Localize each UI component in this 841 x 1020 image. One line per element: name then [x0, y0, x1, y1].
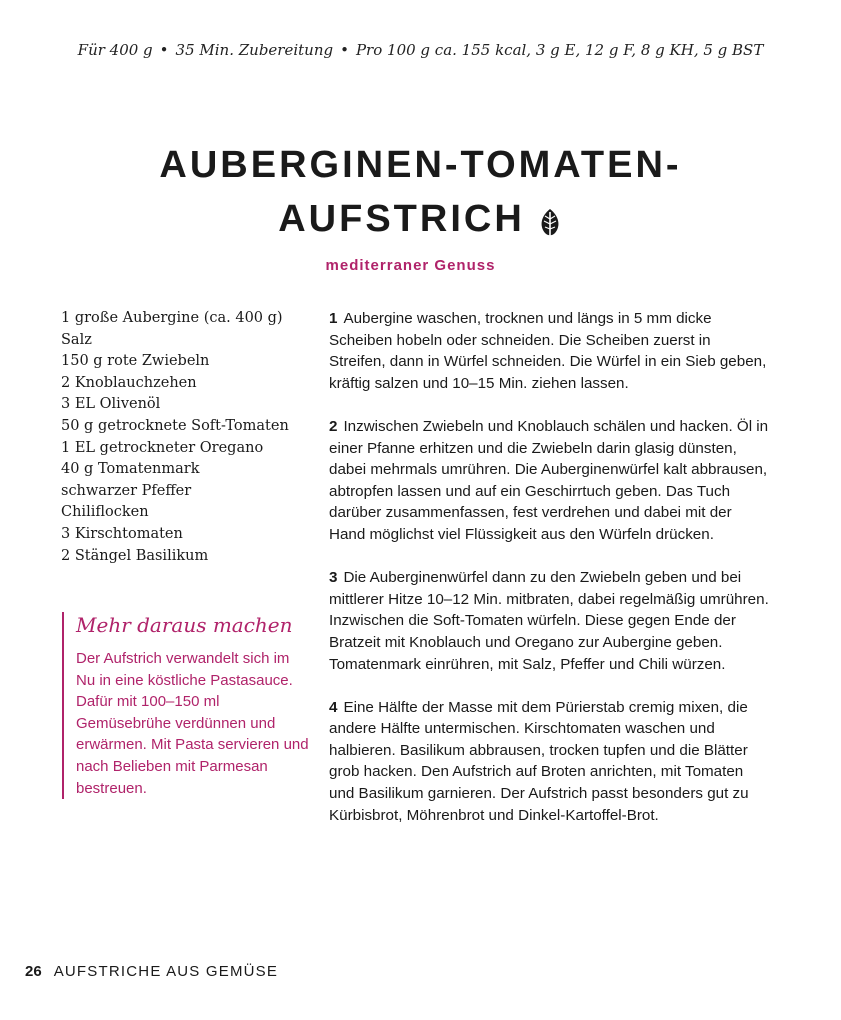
step-item: [329, 308, 769, 394]
step-item: [329, 416, 769, 546]
recipe-meta: [0, 41, 841, 59]
step-text: Inzwischen Zwiebeln und Knoblauch schälen und hacken. Öl in einer Pfanne erhitzen und die Zwiebeln darin glasig dünsten, dabei mehrmals umrühren. Die Auberginenwürfel kalt abbrausen, abtropfen lassen und auf ein Geschirrtuch geben. Das Tuch darüber zusammenfassen, fest verdrehen und dabei mit der Hand möglichst viel Flüssigkeit aus den Würfeln drücken.: [329, 417, 769, 543]
ingredient-item: 150 g rote Zwiebeln: [61, 353, 210, 370]
step-number: 4: [329, 698, 338, 716]
prep-time: 35 Min. Zubereitung: [175, 41, 334, 59]
recipe-title: [0, 138, 841, 246]
ingredient-item: 2 Knoblauchzehen: [61, 374, 197, 391]
nutrition-info: Pro 100 g ca. 155 kcal, 3 g E, 12 g F, 8 g KH, 5 g BST: [355, 41, 764, 59]
step-text: Aubergine waschen, trocknen und längs in 5 mm dicke Scheiben hobeln oder schneiden. Die Scheiben zuerst in Streifen, dann in Würfel schneiden. Die Würfel in ein Sieb geben, kräftig salzen und 10–15 Min. ziehen lassen.: [329, 310, 767, 392]
tip-text: Der Aufstrich verwandelt sich im Nu in eine köstliche Pastasauce. Dafür mit 100–150 ml Gemüsebrühe verdünnen und erwärmen. Mit Pasta servieren und nach Belieben mit Parmesan bestreuen.: [76, 650, 309, 797]
tip-title: Mehr daraus machen: [76, 613, 293, 637]
ingredient-item: 1 große Aubergine (ca. 400 g): [61, 310, 283, 326]
step-number: 2: [329, 417, 338, 435]
ingredient-item: Chiliflocken: [61, 504, 149, 521]
step-number: 3: [329, 569, 338, 587]
ingredient-item: 2 Stängel Basilikum: [61, 547, 209, 564]
ingredient-list: [61, 308, 301, 567]
step-list: [329, 308, 769, 848]
section-title: AUFSTRICHE AUS GEMÜSE: [53, 963, 279, 980]
ingredient-item: schwarzer Pfeffer: [61, 482, 192, 499]
step-number: 1: [329, 310, 338, 327]
title-line-2: AUFSTRICH: [278, 198, 525, 240]
ingredient-item: 1 EL getrockneter Oregano: [61, 439, 264, 456]
page-number: 26: [25, 963, 42, 980]
ingredient-item: 40 g Tomatenmark: [61, 461, 200, 478]
ingredient-item: Salz: [61, 331, 92, 348]
step-text: Eine Hälfte der Masse mit dem Pürierstab cremig mixen, die andere Hälfte untermischen. Kirschtomaten waschen und halbieren. Basilikum abbrausen, trocken tupfen und die Blätter grob hacken. Den Aufstrich auf Broten anrichten, mit Tomaten und Basilikum garnieren. Der Aufstrich passt besonders gut zu Kürbisbrot, Möhrenbrot und Dinkel-Kartoffel-Brot.: [329, 698, 749, 824]
ingredient-item: 50 g getrocknete Soft-Tomaten: [61, 417, 289, 434]
ingredient-item: 3 Kirschtomaten: [61, 525, 183, 542]
separator-dot: •: [340, 41, 349, 59]
step-item: [329, 567, 769, 675]
step-item: [329, 697, 769, 827]
leaf-icon: [537, 202, 563, 236]
title-line-2-row: [278, 192, 563, 246]
servings: Für 400 g: [77, 41, 153, 59]
tip-box: [62, 612, 311, 799]
page-footer: [25, 963, 278, 980]
title-line-1: AUBERGINEN-TOMATEN-: [159, 144, 682, 186]
step-text: Die Auberginenwürfel dann zu den Zwiebeln geben und bei mittlerer Hitze 10–12 Min. mitbraten, dabei regelmäßig umrühren. Inzwischen die Soft-Tomaten würfeln. Diese gegen Ende der Bratzeit mit Knoblauch und Oregano zur Aubergine geben. Tomatenmark einrühren, mit Salz, Pfeffer und Chili würzen.: [329, 569, 769, 673]
recipe-subtitle: mediterraner Genuss: [325, 257, 496, 274]
ingredient-item: 3 EL Olivenöl: [61, 396, 161, 413]
separator-dot: •: [159, 41, 169, 59]
